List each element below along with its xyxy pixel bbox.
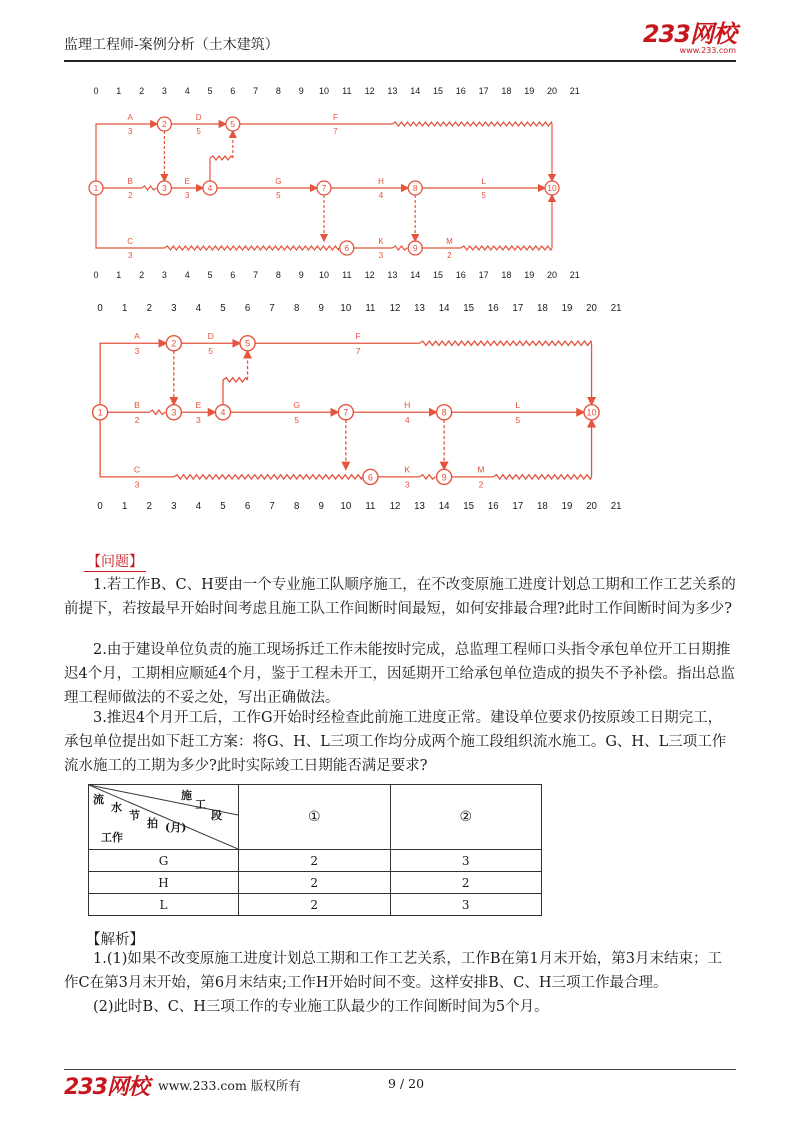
time-scale-label: 17 bbox=[512, 302, 524, 314]
time-scale-label: 9 bbox=[298, 86, 304, 96]
time-scale-label: 4 bbox=[195, 302, 202, 314]
network-svg-1 bbox=[80, 82, 585, 288]
activity-name: E bbox=[184, 177, 190, 186]
time-scale-label: 21 bbox=[610, 501, 622, 513]
activity-name: A bbox=[134, 330, 140, 341]
time-scale-label: 20 bbox=[546, 270, 558, 280]
segment-header-2: ② bbox=[390, 785, 542, 850]
activity-name: F bbox=[355, 330, 361, 341]
activity-duration: 2 bbox=[127, 191, 133, 200]
time-scale-label: 7 bbox=[253, 86, 259, 96]
free-float-wave bbox=[420, 475, 436, 479]
activity-arrow bbox=[100, 343, 166, 404]
activity-duration: 3 bbox=[196, 415, 201, 426]
table-row bbox=[89, 872, 542, 894]
activity-duration: 4 bbox=[404, 415, 410, 426]
node-number: 7 bbox=[321, 183, 327, 194]
time-scale-label: 18 bbox=[501, 270, 512, 280]
activity-duration: 5 bbox=[196, 127, 201, 136]
node-number: 8 bbox=[412, 183, 418, 194]
header-rule bbox=[64, 60, 736, 62]
time-scale-label: 8 bbox=[275, 86, 281, 96]
segment-header-1: ① bbox=[239, 785, 391, 850]
corner-char: (月) bbox=[165, 821, 187, 834]
time-scale-label: 6 bbox=[230, 270, 236, 280]
time-scale-label: 0 bbox=[97, 501, 103, 513]
time-scale-label: 18 bbox=[537, 501, 548, 513]
activity-name: M bbox=[446, 237, 453, 246]
time-scale-label: 9 bbox=[318, 302, 324, 314]
time-scale-label: 21 bbox=[610, 302, 622, 314]
node-number: 10 bbox=[586, 407, 597, 418]
activity-name: H bbox=[378, 177, 384, 186]
network-svg-2 bbox=[80, 298, 630, 520]
node-number: 3 bbox=[171, 407, 177, 418]
page-header bbox=[64, 22, 736, 60]
time-scale-label: 20 bbox=[586, 501, 597, 513]
corner-char: 水 bbox=[111, 801, 122, 814]
time-scale-label: 6 bbox=[244, 501, 251, 513]
time-scale-label: 5 bbox=[207, 270, 213, 280]
time-scale-label: 0 bbox=[97, 302, 103, 314]
time-scale-label: 1 bbox=[122, 501, 128, 513]
time-scale-label: 10 bbox=[340, 501, 352, 513]
activity-name: L bbox=[481, 177, 486, 186]
time-scale-label: 14 bbox=[410, 270, 421, 280]
footer-logo: 233网校 bbox=[64, 1075, 149, 1100]
activity-name: F bbox=[332, 113, 338, 122]
corner-char: 施 bbox=[181, 789, 192, 802]
activity-name: D bbox=[207, 330, 214, 341]
time-scale-label: 13 bbox=[414, 302, 425, 314]
table-header-row bbox=[89, 785, 542, 850]
free-float-wave bbox=[493, 475, 591, 479]
time-scale-label: 16 bbox=[487, 302, 499, 314]
question-1: 1.若工作B、C、H要由一个专业施工队顺序施工，在不改变原施工进度计划总工期和工作工艺关系的前提下，若按最早开始时间考虑且施工队工作间断时间最短，如何安排最合理?此时工作间断时间为多少? bbox=[64, 577, 736, 617]
time-scale-label: 3 bbox=[161, 86, 167, 96]
free-float-wave bbox=[461, 246, 552, 250]
footer-rule bbox=[64, 1069, 736, 1070]
value-cell: 2 bbox=[239, 872, 391, 894]
node-number: 2 bbox=[162, 119, 167, 130]
node-number: 9 bbox=[441, 472, 447, 483]
value-cell: 3 bbox=[390, 894, 542, 916]
time-scale-label: 7 bbox=[269, 501, 275, 513]
network-diagram-original bbox=[80, 82, 585, 288]
time-scale-label: 16 bbox=[487, 501, 499, 513]
time-scale-label: 15 bbox=[432, 270, 444, 280]
question-3: 3.推迟4个月开工后，工作G开始时经检查此前施工进度正常。建设单位要求仍按原竣工日期完工，承包单位提出如下赶工方案：将G、H、L三项工作均分成两个施工段组织流水施工。G、H、L三项工作流水施工的工期为多少?此时实际竣工日期能否满足要求? bbox=[64, 710, 727, 774]
time-scale-label: 12 bbox=[389, 302, 401, 314]
activity-duration: 3 bbox=[378, 251, 384, 260]
time-scale-label: 3 bbox=[171, 302, 177, 314]
free-float-wave bbox=[392, 246, 407, 250]
time-scale-label: 2 bbox=[139, 86, 145, 96]
free-float-wave bbox=[223, 378, 248, 382]
node-number: 4 bbox=[220, 407, 226, 418]
time-scale-label: 9 bbox=[298, 270, 304, 280]
time-scale-label: 8 bbox=[275, 270, 281, 280]
brand-logo: 233网校 bbox=[642, 20, 736, 48]
corner-char: 工 bbox=[195, 798, 206, 811]
free-float-wave bbox=[210, 156, 233, 160]
activity-name: E bbox=[195, 399, 202, 410]
free-float-wave bbox=[420, 341, 592, 345]
corner-char: 拍 bbox=[147, 817, 158, 830]
activity-duration: 2 bbox=[134, 415, 140, 426]
time-scale-label: 8 bbox=[294, 501, 300, 513]
activity-duration: 4 bbox=[378, 191, 384, 200]
activity-name: C bbox=[133, 464, 141, 475]
time-scale-label: 12 bbox=[364, 270, 375, 280]
free-float-wave bbox=[149, 410, 165, 414]
time-scale-label: 5 bbox=[220, 501, 226, 513]
time-scale-label: 2 bbox=[139, 270, 145, 280]
time-scale-label: 3 bbox=[161, 270, 167, 280]
activity-duration: 3 bbox=[134, 346, 140, 357]
time-scale-label: 8 bbox=[294, 302, 300, 314]
node-number: 1 bbox=[93, 183, 99, 194]
time-scale-label: 20 bbox=[586, 302, 597, 314]
free-float-wave bbox=[392, 122, 552, 126]
time-scale-label: 3 bbox=[171, 501, 177, 513]
time-scale-label: 21 bbox=[569, 270, 580, 280]
activity-name: A bbox=[127, 113, 133, 122]
brand-url: www.233.com bbox=[679, 46, 736, 55]
activity-duration: 5 bbox=[294, 415, 300, 426]
time-scale-label: 19 bbox=[561, 501, 573, 513]
time-scale-label: 7 bbox=[269, 302, 275, 314]
time-scale-label: 10 bbox=[318, 86, 330, 96]
time-scale-label: 15 bbox=[463, 501, 475, 513]
time-scale-label: 11 bbox=[365, 302, 376, 314]
time-scale-label: 14 bbox=[410, 86, 421, 96]
free-float-wave bbox=[142, 186, 157, 190]
activity-duration: 2 bbox=[478, 479, 484, 490]
node-number: 1 bbox=[97, 407, 103, 418]
time-scale-label: 19 bbox=[524, 270, 535, 280]
time-scale-label: 10 bbox=[318, 270, 330, 280]
time-scale-label: 5 bbox=[207, 86, 213, 96]
table-row bbox=[89, 850, 542, 872]
question-heading: 【问题】 bbox=[84, 551, 146, 572]
time-scale-label: 13 bbox=[387, 270, 398, 280]
value-cell: 3 bbox=[390, 850, 542, 872]
node-number: 10 bbox=[547, 183, 557, 194]
value-cell: 2 bbox=[390, 872, 542, 894]
activity-duration: 3 bbox=[184, 191, 190, 200]
time-scale-label: 7 bbox=[253, 270, 259, 280]
footer-copyright: www.233.com 版权所有 bbox=[158, 1078, 301, 1093]
time-scale-label: 16 bbox=[455, 86, 466, 96]
time-scale-label: 1 bbox=[116, 270, 122, 280]
node-number: 2 bbox=[171, 338, 177, 349]
time-scale-label: 0 bbox=[93, 270, 99, 280]
time-scale-label: 0 bbox=[93, 86, 99, 96]
time-scale-label: 19 bbox=[524, 86, 535, 96]
activity-duration: 5 bbox=[515, 415, 521, 426]
activity-duration: 3 bbox=[134, 479, 140, 490]
work-cell: L bbox=[89, 894, 239, 916]
activity-duration: 3 bbox=[127, 127, 133, 136]
time-scale-label: 2 bbox=[146, 302, 152, 314]
activity-name: G bbox=[275, 177, 282, 186]
time-scale-label: 1 bbox=[122, 302, 128, 314]
work-cell: G bbox=[89, 850, 239, 872]
time-scale-label: 20 bbox=[546, 86, 558, 96]
activity-arrow bbox=[96, 124, 157, 181]
time-scale-label: 9 bbox=[318, 501, 324, 513]
activity-name: D bbox=[195, 113, 202, 122]
activity-duration: 3 bbox=[404, 479, 410, 490]
corner-char: 节 bbox=[129, 809, 140, 822]
table-row bbox=[89, 894, 542, 916]
node-number: 7 bbox=[343, 407, 349, 418]
time-scale-label: 15 bbox=[432, 86, 444, 96]
time-scale-label: 10 bbox=[340, 302, 352, 314]
time-scale-label: 18 bbox=[501, 86, 512, 96]
work-cell: H bbox=[89, 872, 239, 894]
node-number: 6 bbox=[344, 243, 350, 254]
time-scale-label: 2 bbox=[146, 501, 152, 513]
node-number: 6 bbox=[367, 472, 373, 483]
analysis-heading: 【解析】 bbox=[86, 932, 144, 948]
time-scale-label: 5 bbox=[220, 302, 226, 314]
time-scale-label: 6 bbox=[244, 302, 251, 314]
table-corner-cell bbox=[89, 785, 239, 850]
time-scale-label: 14 bbox=[438, 501, 450, 513]
activity-name: G bbox=[293, 399, 301, 410]
time-scale-label: 13 bbox=[414, 501, 425, 513]
time-scale-label: 6 bbox=[230, 86, 236, 96]
time-scale-label: 17 bbox=[478, 86, 489, 96]
brand-block bbox=[643, 22, 736, 55]
activity-name: K bbox=[404, 464, 411, 475]
time-scale-label: 11 bbox=[365, 501, 376, 513]
node-number: 5 bbox=[245, 338, 251, 349]
time-scale-label: 21 bbox=[569, 86, 580, 96]
time-scale-label: 14 bbox=[438, 302, 450, 314]
activity-duration: 7 bbox=[355, 346, 361, 357]
time-scale-label: 4 bbox=[184, 86, 190, 96]
activity-name: B bbox=[127, 177, 133, 186]
activity-name: M bbox=[477, 464, 485, 475]
question-2: 2.由于建设单位负责的施工现场拆迁工作未能按时完成，总监理工程师口头指令承包单位开工日期推迟4个月，工期相应顺延4个月，鉴于工程未开工，因延期开工给承包单位造成的损失不予补偿。指出总监理工程师做法的不妥之处，写出正确做法。 bbox=[64, 642, 735, 706]
time-scale-label: 1 bbox=[116, 86, 122, 96]
network-diagram-copy bbox=[80, 298, 630, 520]
time-scale-label: 15 bbox=[463, 302, 475, 314]
activity-duration: 7 bbox=[333, 127, 338, 136]
analysis-2: (2)此时B、C、H三项工作的专业施工队最少的工作间断时间为5个月。 bbox=[93, 999, 549, 1015]
header-title: 监理工程师-案例分析（土木建筑） bbox=[64, 37, 279, 53]
free-float-wave bbox=[174, 475, 362, 479]
corner-char: 段 bbox=[211, 809, 222, 822]
node-number: 9 bbox=[412, 243, 418, 254]
time-scale-label: 12 bbox=[364, 86, 375, 96]
node-number: 8 bbox=[441, 407, 447, 418]
time-scale-label: 12 bbox=[389, 501, 401, 513]
value-cell: 2 bbox=[239, 850, 391, 872]
activity-duration: 5 bbox=[481, 191, 486, 200]
activity-name: H bbox=[404, 399, 411, 410]
node-number: 5 bbox=[230, 119, 236, 130]
flow-beat-table bbox=[88, 784, 542, 916]
activity-name: L bbox=[515, 399, 521, 410]
page-number: 9 / 20 bbox=[388, 1076, 425, 1091]
time-scale-label: 18 bbox=[537, 302, 548, 314]
activity-duration: 2 bbox=[447, 251, 452, 260]
time-scale-label: 19 bbox=[561, 302, 573, 314]
activity-duration: 5 bbox=[276, 191, 281, 200]
time-scale-label: 17 bbox=[478, 270, 489, 280]
corner-work-label: 工作 bbox=[101, 831, 123, 844]
node-number: 4 bbox=[207, 183, 213, 194]
free-float-wave bbox=[164, 246, 338, 250]
time-scale-label: 13 bbox=[387, 86, 398, 96]
value-cell: 2 bbox=[239, 894, 391, 916]
time-scale-label: 11 bbox=[342, 86, 352, 96]
activity-duration: 5 bbox=[208, 346, 214, 357]
time-scale-label: 16 bbox=[455, 270, 466, 280]
node-number: 3 bbox=[162, 183, 167, 194]
activity-name: C bbox=[127, 237, 134, 246]
activity-name: K bbox=[378, 237, 384, 246]
time-scale-label: 11 bbox=[342, 270, 352, 280]
time-scale-label: 17 bbox=[512, 501, 524, 513]
time-scale-label: 4 bbox=[184, 270, 190, 280]
activity-duration: 3 bbox=[127, 251, 133, 260]
activity-name: B bbox=[134, 399, 140, 410]
corner-char: 流 bbox=[93, 793, 104, 806]
time-scale-label: 4 bbox=[195, 501, 202, 513]
analysis-1: 1.(1)如果不改变原施工进度计划总工期和工作工艺关系，工作B在第1月末开始，第3月末结束；工作C在第3月末开始，第6月末结束;工作H开始时间不变。这样安排B、C、H三项工作最合理。 bbox=[64, 951, 722, 991]
